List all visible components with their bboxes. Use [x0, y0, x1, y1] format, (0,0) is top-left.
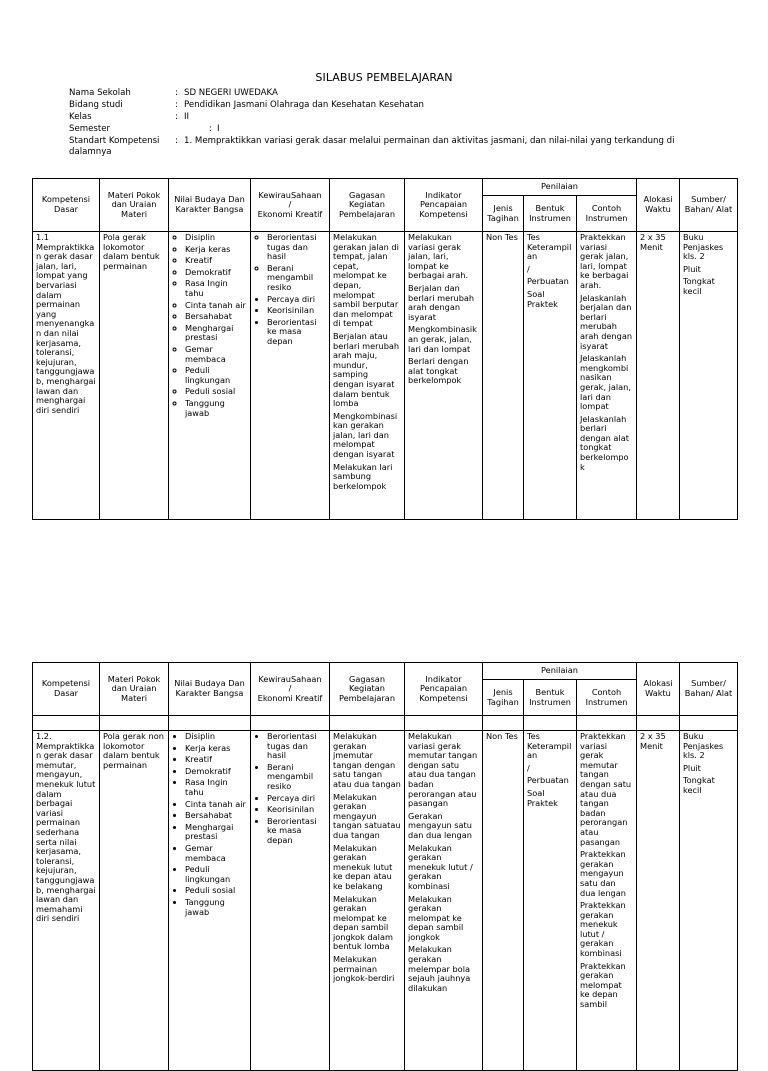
empty-cell — [251, 716, 330, 731]
cell-alokasi-waktu: 2 x 35 Menit — [637, 731, 680, 1071]
cell-kompetensi-dasar: 1.1 Mempraktikkan gerak dasar jalan, lari, lompat yang bervariasi dalam permainan yang menyenangkan dan nilai kerjasama, toleransi, kejujuran, tanggungjawab, menghargai lawan dan menghargai diri sendiri — [33, 232, 100, 520]
paragraph: Melakukan gerakan melompat ke depan sambil jongkok dalam bentuk lomba — [333, 893, 393, 952]
header-nilai-budaya: Nilai Budaya Dan Karakter Bangsa — [169, 663, 251, 716]
cell-bentuk-instrumen — [524, 731, 577, 1071]
cell-sumber — [680, 731, 738, 1071]
info-colon: : — [175, 111, 178, 122]
document-info — [69, 88, 709, 159]
list-item: • Menghargai prestasi — [185, 823, 247, 842]
header-sumber: Sumber/ Bahan/ Alat — [680, 663, 738, 716]
paragraph: Melakukan gerakan melompat ke depan sambil jongkok — [408, 893, 464, 942]
paragraph: Buku Penjaskes kls. 2 — [683, 731, 724, 761]
paragraph: Melakukan gerakan jmemutar tangan dengan satu tangan atau dua tangan — [333, 731, 401, 789]
list-item: ◦ Tanggung jawab — [185, 399, 247, 418]
list-item: • Keorisinilan — [267, 805, 326, 815]
list-item: • Disiplin — [185, 732, 247, 742]
paragraph: Pluit — [683, 263, 701, 274]
header-jenis-tagihan: Jenis Tagihan — [483, 196, 524, 232]
info-row-bidang-studi — [69, 100, 709, 112]
list-item: • Kerja keras — [185, 744, 247, 754]
cell-jenis-tagihan: Non Tes — [483, 731, 524, 1071]
empty-cell — [169, 716, 251, 731]
paragraph: Perbuatan — [527, 775, 569, 786]
paragraph: Tes Keterampilan — [527, 232, 572, 262]
list-item: • Keorisinilan — [267, 306, 326, 316]
paragraph: Perbuatan — [527, 276, 569, 287]
info-value: SD NEGERI UWEDAKA — [184, 88, 278, 98]
empty-cell — [524, 716, 577, 731]
header-materi-pokok: Materi Pokok dan Uraian Materi — [100, 179, 169, 232]
list-item: • Tanggung jawab — [185, 898, 247, 917]
cell-contoh-instrumen — [577, 232, 637, 520]
silabus-table-2 — [32, 662, 738, 1071]
paragraph: Melakukan variasi gerak memutar tangan dengan satu atau dua tangan badan perorangan atau pasangan — [408, 731, 478, 809]
list-item: • Kreatif — [185, 755, 247, 765]
header-bentuk-instrumen: Bentuk Instrumen — [524, 196, 577, 232]
list-item: ◦ Gemar membaca — [185, 345, 247, 364]
list-item: ◦ Bersahabat — [185, 312, 247, 322]
table-row — [33, 731, 738, 1071]
header-kewirausahaan-line2: / — [288, 683, 292, 694]
empty-cell — [637, 716, 680, 731]
paragraph: Jelaskanlah mengkombinasikan gerak, jalan, lari dan lompat — [580, 353, 631, 412]
cell-sumber — [680, 232, 738, 520]
info-value: I — [217, 123, 220, 134]
paragraph: Berlari dengan alat tongkat berkelompok — [408, 356, 469, 386]
header-penilaian: Penilaian — [483, 663, 637, 680]
header-alokasi-waktu: Alokasi Waktu — [637, 179, 680, 232]
silabus-table-1 — [32, 178, 738, 520]
info-label: Bidang studi — [69, 99, 123, 110]
info-row-semester — [69, 124, 709, 136]
header-kewirausahaan — [251, 179, 330, 232]
cell-kewirausahaan — [251, 731, 330, 1071]
cell-kewirausahaan — [251, 232, 330, 520]
paragraph: Melakukan gerakan menekuk lutut / gerakan kombinasi — [408, 842, 473, 891]
paragraph: / — [527, 762, 530, 773]
cell-indikator — [405, 232, 483, 520]
paragraph: Pluit — [683, 762, 701, 773]
list-item: ◦ Rasa Ingin tahu — [185, 279, 247, 298]
cell-jenis-tagihan: Non Tes — [483, 232, 524, 520]
paragraph: Praktekkan gerakan menekuk lutut / gerakan kombinasi — [580, 900, 626, 959]
header-bentuk-instrumen: Bentuk Instrumen — [524, 680, 577, 716]
cell-contoh-instrumen — [577, 731, 637, 1071]
cell-nilai-budaya — [169, 731, 251, 1071]
paragraph: Melakukan gerakan menekuk lutut ke depan atau ke belakang — [333, 842, 393, 891]
list-item: ◦ Disiplin — [185, 233, 247, 243]
page-title: SILABUS PEMBELAJARAN — [315, 71, 453, 84]
header-kewirausahaan-line1: KewirauSahaan — [258, 673, 322, 684]
paragraph: / — [527, 263, 530, 274]
list-item: ◦ Peduli lingkungan — [185, 366, 247, 385]
header-alokasi-waktu: Alokasi Waktu — [637, 663, 680, 716]
list-item: ◦ Kerja keras — [185, 245, 247, 255]
paragraph: Praktekkan gerakan melompat ke depan sambil — [580, 960, 626, 1010]
info-label: Semester — [69, 123, 111, 134]
paragraph: Melakukan gerakan jalan di tempat, jalan cepat, melompat ke depan, melompat sambil berputar dan melompat di tempat — [333, 232, 399, 329]
header-sumber: Sumber/ Bahan/ Alat — [680, 179, 738, 232]
list-item: • Berorientasi tugas dan hasil — [267, 732, 326, 761]
header-penilaian: Penilaian — [483, 179, 637, 196]
list-item: ◦ Menghargai prestasi — [185, 324, 247, 343]
list-item: • Percaya diri — [267, 794, 326, 804]
list-item: • Berorientasi ke masa depan — [267, 817, 326, 846]
list-item: • Demokratif — [185, 767, 247, 777]
info-value: Pendidikan Jasmani Olahraga dan Kesehatan Kesehatan — [184, 99, 424, 110]
table-row — [33, 232, 738, 520]
empty-cell — [100, 716, 169, 731]
paragraph: Berjalan dan berlari merubah arah dengan isyarat — [408, 282, 475, 322]
paragraph: Gerakan mengayun satu dan dua lengan — [408, 810, 472, 840]
cell-indikator — [405, 731, 483, 1071]
paragraph: Tongkat kecil — [683, 276, 715, 296]
info-colon: : — [175, 88, 178, 98]
paragraph: Praktekkan variasi gerak jalan, lari, lompat ke berbagai arah. — [580, 232, 629, 290]
list-item: • Cinta tanah air — [185, 800, 247, 810]
info-label: Nama Sekolah — [69, 88, 131, 98]
paragraph: Melakukan lari sambung berkelompok — [333, 461, 393, 491]
empty-cell — [405, 716, 483, 731]
header-jenis-tagihan: Jenis Tagihan — [483, 680, 524, 716]
info-row-kelas — [69, 112, 709, 124]
paragraph: Jelaskanlah berlari dengan alat tongkat berkelompok — [580, 413, 629, 472]
header-kewirausahaan — [251, 663, 330, 716]
list-item: ◦ Cinta tanah air — [185, 301, 247, 311]
header-kewirausahaan-line1: KewirauSahaan — [258, 189, 322, 200]
header-kewirausahaan-line3: Ekonomi Kreatif — [257, 208, 323, 219]
empty-cell — [33, 716, 100, 731]
info-colon: : — [175, 135, 178, 146]
cell-gagasan-kegiatan — [330, 731, 405, 1071]
list-item: • Rasa Ingin tahu — [185, 778, 247, 797]
paragraph: Mengkombinasikan gerakan jalan, lari dan melompat dengan isyarat — [333, 410, 398, 460]
list-item: • Bersahabat — [185, 811, 247, 821]
info-value: II — [184, 111, 190, 122]
cell-nilai-budaya — [169, 232, 251, 520]
info-label: Kelas — [69, 111, 92, 122]
header-indikator: Indikator Pencapaian Kompetensi — [405, 663, 483, 716]
info-row-standart-kompetensi — [69, 136, 709, 160]
header-indikator: Indikator Pencapaian Kompetensi — [405, 179, 483, 232]
list-item: • Peduli sosial — [185, 886, 247, 896]
list-item: • Berorientasi ke masa depan — [267, 318, 326, 347]
list-item: ◦ Kreatif — [185, 256, 247, 266]
header-kompetensi-dasar: Kompetensi Dasar — [33, 663, 100, 716]
header-gagasan-kegiatan: Gagasan Kegiatan Pembelajaran — [330, 663, 405, 716]
info-row-nama-sekolah — [69, 88, 709, 100]
header-kompetensi-dasar: Kompetensi Dasar — [33, 179, 100, 232]
paragraph: Buku Penjaskes kls. 2 — [683, 232, 724, 262]
paragraph: Tongkat kecil — [683, 775, 715, 795]
cell-alokasi-waktu: 2 x 35 Menit — [637, 232, 680, 520]
header-contoh-instrumen: Contoh Instrumen — [577, 680, 637, 716]
header-kewirausahaan-line2: / — [288, 199, 292, 210]
header-kewirausahaan-line3: Ekonomi Kreatif — [257, 692, 323, 703]
list-item: ◦ Peduli sosial — [185, 387, 247, 397]
list-item: ◦ Demokratif — [185, 268, 247, 278]
list-item: ◦ Berorientasi tugas dan hasil — [267, 233, 326, 262]
table-spacer-row — [33, 716, 738, 731]
paragraph: Jelaskanlah berjalan dan berlari merubah arah dengan isyarat — [580, 292, 633, 351]
info-colon: : — [209, 123, 212, 134]
paragraph: Praktekkan gerakan mengayun satu dan dua lengan — [580, 849, 626, 898]
info-value-continuation: dalamnya — [69, 147, 112, 158]
cell-kompetensi-dasar: 1.2. Mempraktikkan gerak dasar memutar, mengayun, menekuk lutut dalam berbagai variasi permainan sederhana serta nilai kerjasama, toleransi, kejujuran, tanggungjawab, menghargai lawan dan memahami diri sendiri — [33, 731, 100, 1071]
list-item: • Percaya diri — [267, 295, 326, 305]
empty-cell — [680, 716, 738, 731]
paragraph: Melakukan gerakan mengayun tangan satuatau dua tangan — [333, 791, 401, 840]
list-item: • Peduli lingkungan — [185, 865, 247, 884]
header-nilai-budaya: Nilai Budaya Dan Karakter Bangsa — [169, 179, 251, 232]
cell-materi-pokok: Pola gerak non lokomotor dalam bentuk permainan — [100, 731, 169, 1071]
cell-gagasan-kegiatan — [330, 232, 405, 520]
paragraph: Mengkombinasikan gerak, jalan, lari dan lompat — [408, 324, 477, 354]
header-gagasan-kegiatan: Gagasan Kegiatan Pembelajaran — [330, 179, 405, 232]
paragraph: Praktekkan variasi gerak memutar tangan dengan satu atau dua tangan badan perorangan atau pasangan — [580, 731, 632, 847]
paragraph: Soal Praktek — [527, 288, 558, 309]
paragraph: Melakukan permainan jongkok-berdiri — [333, 954, 395, 984]
paragraph: Melakukan gerakan melempar bola sejauh jauhnya dilakukan — [408, 944, 471, 993]
list-item: ◦ Berani mengambil resiko — [267, 264, 326, 293]
header-materi-pokok: Materi Pokok dan Uraian Materi — [100, 663, 169, 716]
paragraph: Tes Keterampilan — [527, 731, 572, 761]
paragraph: Melakukan variasi gerak jalan, lari, lompat ke berbagai arah. — [408, 232, 469, 281]
info-value: 1. Mempraktikkan variasi gerak dasar melalui permainan dan aktivitas jasmani, dan nilai-nilai yang terkandung di — [184, 135, 675, 146]
empty-cell — [330, 716, 405, 731]
info-label: Standart Kompetensi — [69, 135, 160, 146]
list-item: • Berani mengambil resiko — [267, 763, 326, 792]
header-contoh-instrumen: Contoh Instrumen — [577, 196, 637, 232]
paragraph: Berjalan atau berlari merubah arah maju, mundur, samping dengan isyarat dalam bentuk lomba — [333, 330, 400, 409]
paragraph: Soal Praktek — [527, 787, 558, 808]
empty-cell — [577, 716, 637, 731]
info-colon: : — [175, 99, 178, 110]
list-item: • Gemar membaca — [185, 844, 247, 863]
empty-cell — [483, 716, 524, 731]
cell-materi-pokok: Pola gerak lokomotor dalam bentuk permainan — [100, 232, 169, 520]
cell-bentuk-instrumen — [524, 232, 577, 520]
